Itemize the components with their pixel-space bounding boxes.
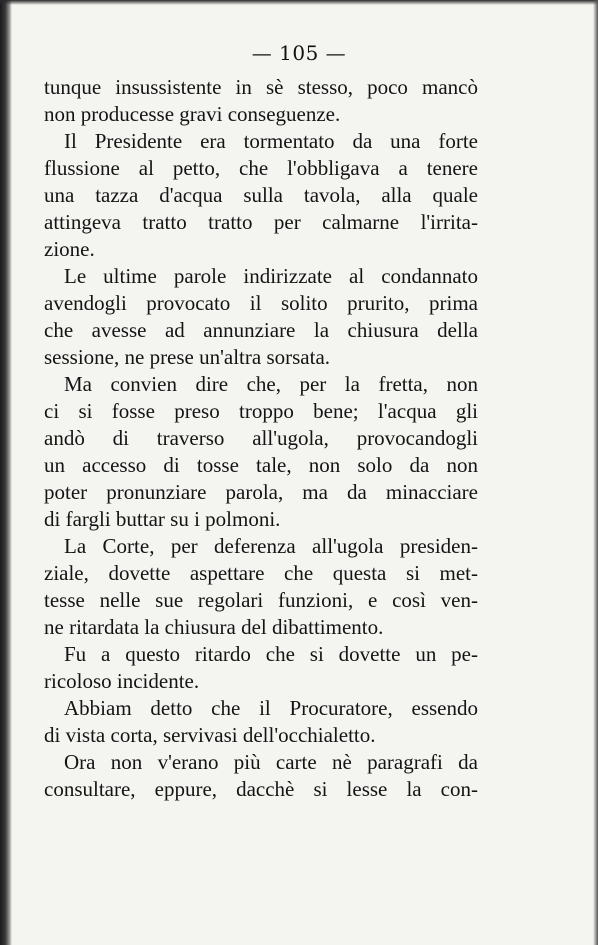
- body-text: [44, 74, 478, 803]
- text-line: Ma convien dire che, per la fretta, non: [64, 372, 478, 396]
- text-line: di fargli buttar su i polmoni.: [44, 507, 281, 531]
- text-line: una tazza d'acqua sulla tavola, alla quale: [44, 183, 478, 207]
- text-line: sessione, ne prese un'altra sorsata.: [44, 345, 331, 369]
- text-line: un accesso di tosse tale, non solo da non: [44, 453, 478, 477]
- text-line: tesse nelle sue regolari funzioni, e così ven-: [44, 588, 478, 612]
- text-line: Il Presidente era tormentato da una forte: [64, 129, 478, 153]
- text-line: flussione al petto, che l'obbligava a tenere: [44, 156, 478, 180]
- page-top-edge-shadow: [0, 0, 598, 5]
- page-number: — 105 —: [251, 41, 347, 65]
- text-line: non producesse gravi conseguenze.: [44, 102, 341, 126]
- text-line: avendogli provocato il solito prurito, prima: [44, 291, 478, 315]
- text-line: ziale, dovette aspettare che questa si met-: [44, 561, 478, 585]
- text-line: Ora non v'erano più carte nè paragrafi da: [64, 750, 478, 774]
- text-line: attingeva tratto tratto per calmarne l'irrita-: [44, 210, 478, 234]
- text-line: Fu a questo ritardo che si dovette un pe-: [64, 642, 478, 666]
- text-line: tunque insussistente in sè stesso, poco mancò: [44, 75, 478, 99]
- text-line: ricoloso incidente.: [44, 669, 200, 693]
- text-line: Le ultime parole indirizzate al condannato: [64, 264, 478, 288]
- text-line: zione.: [44, 237, 95, 261]
- text-line: Abbiam detto che il Procuratore, essendo: [64, 696, 478, 720]
- text-line: La Corte, per deferenza all'ugola presiden-: [64, 534, 478, 558]
- text-line: ne ritardata la chiusura del dibattimento.: [44, 615, 384, 639]
- text-line: consultare, eppure, dacchè si lesse la con-: [44, 777, 478, 801]
- text-line: che avesse ad annunziare la chiusura della: [44, 318, 478, 342]
- text-line: poter pronunziare parola, ma da minacciare: [44, 480, 478, 504]
- page-left-edge-shadow: [0, 0, 12, 945]
- text-line: ci si fosse preso troppo bene; l'acqua gli: [44, 399, 478, 423]
- text-line: di vista corta, servivasi dell'occhialetto.: [44, 723, 376, 747]
- text-line: andò di traverso all'ugola, provocandogli: [44, 426, 478, 450]
- page-right-edge-shadow: [593, 0, 598, 945]
